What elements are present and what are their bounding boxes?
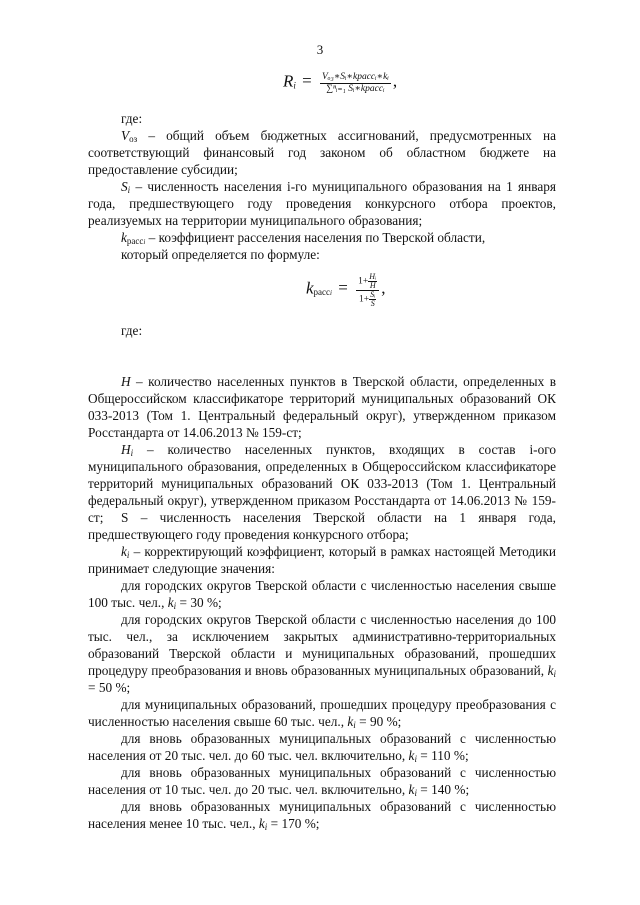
coefficient-item-3 — [88, 696, 556, 730]
definition-si-term: S — [121, 179, 128, 194]
formula-krass-den-frac-n: Sᵢ — [370, 290, 376, 299]
where-label-1 — [88, 110, 556, 127]
page-number: 3 — [316, 42, 324, 57]
definition-ki-text: – корректирующий коэффициент, который в рамках настоящей Методики принимает следующие значения: — [88, 544, 556, 576]
coefficient-item-3-k-sub: i — [353, 720, 356, 730]
definition-ki — [88, 543, 556, 577]
formula-ri-denominator: ∑ⁿᵢ₌₁ Sᵢ∗kрассᵢ — [320, 83, 391, 95]
definition-v-text: – общий объем бюджетных ассигнований, предусмотренных на соответствующий финансовый год законом об областном бюджете на предоставление субсидии; — [88, 128, 556, 177]
definition-hi-term-sub: i — [130, 448, 134, 458]
definition-hi-text: – количество населенных пунктов, входящих в состав i-ого муниципального образования, определенных в Общероссийском классификаторе территорий муниципальных образований ОК 033-2013 (Том 1. Центральный федеральный округ), утвержденном приказом Росстандарта от 14.06.2013 № 159-ст; — [88, 442, 556, 525]
where-text-1: где: — [121, 111, 143, 126]
definition-h — [88, 373, 556, 441]
coefficient-item-1-value: = 30 %; — [176, 595, 222, 610]
coefficient-item-1-text: для городских округов Тверской области с численностью населения свыше 100 тыс. чел., — [88, 578, 556, 610]
coefficient-item-2-value: = 50 %; — [88, 680, 131, 695]
formula-krass — [306, 273, 385, 308]
coefficient-item-6-value: = 170 %; — [267, 816, 320, 831]
formula-krass-num-frac-d: H — [369, 281, 376, 290]
formula-ri-fraction — [320, 72, 391, 95]
coefficient-item-1-k-sub: i — [173, 601, 177, 611]
where-label-2 — [88, 322, 556, 339]
coefficient-item-3-k: k — [347, 714, 354, 729]
coefficient-item-6-k-sub: i — [264, 822, 268, 832]
coefficient-item-6-text: для вновь образованных муниципальных образований с численностью населения менее 10 тыс. чел., — [88, 799, 556, 831]
formula-krass-numerator — [356, 273, 379, 290]
formula-krass-lhs: k — [306, 278, 314, 298]
definition-hi-term: H — [121, 442, 131, 457]
definition-ki-term: k — [121, 544, 127, 559]
coefficient-item-3-text: для муниципальных образований, прошедших процедуру преобразования с численностью населения свыше 60 тыс. чел., — [88, 697, 556, 729]
coefficient-item-5-k-sub: i — [414, 788, 417, 798]
coefficient-item-5-text: для вновь образованных муниципальных образований с численностью населения от 10 тыс. чел. до 20 тыс. чел. включительно, — [88, 765, 556, 797]
definition-krass-cont — [88, 246, 556, 263]
formula-ri — [283, 72, 397, 95]
formula-ri-eq: = — [302, 71, 312, 91]
definition-h-term: H — [121, 374, 131, 389]
coefficient-item-1-k: k — [167, 595, 174, 610]
coefficient-item-5 — [88, 764, 556, 798]
coefficient-item-4-k-sub: i — [414, 754, 417, 764]
definition-krass-text-2: который определяется по формуле: — [121, 247, 320, 262]
definition-v-term-sub: оз — [129, 134, 138, 144]
coefficient-item-2-k-sub: i — [553, 669, 556, 679]
formula-ri-tail: , — [392, 71, 398, 91]
formula-krass-lhs-subsub: i — [330, 289, 332, 298]
coefficient-item-6-k: k — [258, 816, 265, 831]
definition-krass-text: – коэффициент расселения населения по Тверской области, — [145, 230, 486, 245]
coefficient-item-4-value: = 110 %; — [416, 748, 469, 763]
definition-v — [88, 127, 556, 178]
formula-krass-denominator — [356, 290, 379, 308]
definition-ki-term-sub: i — [126, 550, 130, 560]
formula-krass-den-frac — [369, 291, 376, 308]
formula-krass-eq: = — [338, 278, 348, 298]
coefficient-item-3-value: = 90 %; — [355, 714, 402, 729]
formula-krass-fraction — [356, 273, 379, 308]
coefficient-item-4-k: k — [408, 748, 415, 763]
formula-krass-den-one: 1+ — [358, 294, 370, 305]
coefficient-item-1 — [88, 577, 556, 611]
definition-krass-term-subsub: i — [143, 238, 146, 246]
definition-h-text: – количество населенных пунктов в Тверской области, определенных в Общероссийском классификаторе территорий муниципальных образований ОК 033-2013 (Том 1. Центральный федеральный округ), утвержденном приказом Росстандарта от 14.06.2013 № 159-ст; — [88, 374, 556, 440]
formula-krass-num-one: 1+ — [358, 276, 369, 287]
formula-krass-den-frac-d: S — [370, 299, 375, 308]
definition-krass — [88, 229, 556, 246]
definition-si-text: – численность населения i-го муниципального образования на 1 января года, предшествующего году проведения конкурсного отбора проектов, реализуемых на территории муниципального образования; — [88, 179, 556, 228]
definition-si-term-sub: i — [127, 185, 131, 195]
coefficient-item-2-text: для городских округов Тверской области с численностью населения до 100 тыс. чел., за исключением закрытых административно-территориальных образований Тверской области и муниципальных образований, прошедших процедуру преобразования и вновь образованных муниципальных образований, — [88, 612, 556, 678]
formula-ri-lhs-sub: i — [293, 80, 296, 91]
definition-s: S – численность населения Тверской области на 1 января года, предшествующего году проведения конкурсного отбора; — [88, 510, 556, 542]
definition-krass-term: k — [121, 230, 127, 245]
definition-v-term: V — [121, 128, 130, 143]
coefficient-item-6 — [88, 798, 556, 832]
coefficient-item-2-k: k — [547, 663, 554, 678]
formula-ri-numerator: Vₒ₃∗Sᵢ∗kрассᵢ∗kᵢ — [322, 72, 389, 82]
definition-krass-term-sub: расс — [126, 236, 144, 246]
coefficient-item-2 — [88, 611, 556, 696]
formula-krass-num-frac — [368, 273, 377, 290]
coefficient-item-4 — [88, 730, 556, 764]
coefficient-item-4-text: для вновь образованных муниципальных образований с численностью населения от 20 тыс. чел. до 60 тыс. чел. включительно, — [88, 731, 556, 763]
formula-krass-num-frac-n: Hᵢ — [369, 272, 377, 281]
formula-krass-lhs-sub: расс — [313, 287, 331, 298]
definition-si — [88, 178, 556, 229]
formula-ri-lhs: R — [283, 71, 294, 91]
formula-krass-tail: , — [381, 278, 386, 298]
coefficient-item-5-k: k — [408, 782, 415, 797]
coefficient-item-5-value: = 140 %; — [416, 782, 470, 797]
where-text-2: где: — [121, 323, 143, 338]
